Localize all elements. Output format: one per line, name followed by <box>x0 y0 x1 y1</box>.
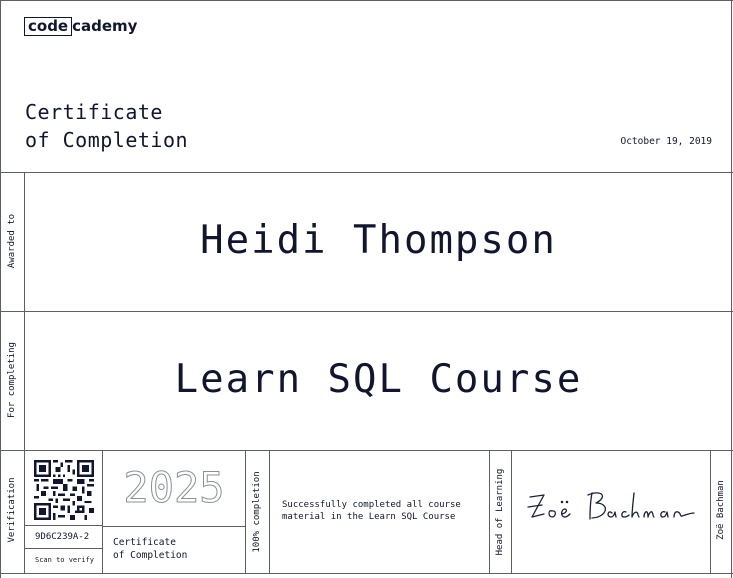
rule-verify-2 <box>245 450 246 574</box>
year-text: 2025 <box>123 463 225 512</box>
completion-description: Successfully completed all course material in the Learn SQL Course <box>282 500 461 522</box>
awarded-label: Awarded to <box>7 213 17 269</box>
rule-verify-4 <box>489 450 490 574</box>
completion-percent-label: 100% completion <box>252 471 262 553</box>
codecademy-logo[interactable] <box>24 17 137 36</box>
border-bottom <box>0 573 733 574</box>
course-name: Learn SQL Course <box>174 357 583 402</box>
scan-to-verify-text: Scan to verify <box>35 556 95 564</box>
qr-code-icon[interactable] <box>34 460 94 520</box>
rule-course <box>0 450 733 451</box>
border-right <box>731 0 732 578</box>
recipient-name: Heidi Thompson <box>200 218 557 263</box>
verification-label: Verification <box>7 477 17 543</box>
rule-year-bottom <box>102 526 245 527</box>
signer-name-label: Zoë Bachman <box>716 480 726 540</box>
rule-verify-1 <box>102 450 103 574</box>
signature-image <box>522 483 702 533</box>
rule-verify-5 <box>511 450 512 574</box>
rule-verify-6 <box>710 450 711 574</box>
logo-cademy-text: cademy <box>72 17 138 35</box>
border-top <box>0 0 733 1</box>
certificate-title: Certificate of Completion <box>25 100 189 152</box>
border-left <box>0 0 1 578</box>
verification-code[interactable]: 9D6C239A-2 <box>35 532 90 542</box>
rule-qr-bottom <box>24 525 102 526</box>
signer-role-label: Head of Learning <box>495 468 505 556</box>
rule-name <box>0 311 733 312</box>
logo-code-box: code <box>24 17 72 36</box>
rule-verify-3 <box>269 450 270 574</box>
year-outline-text <box>104 462 244 512</box>
certificate-date: October 19, 2019 <box>620 136 712 147</box>
rule-header <box>0 172 733 173</box>
completing-label: For completing <box>7 342 17 418</box>
small-certificate-title: Certificate of Completion <box>113 537 188 561</box>
rule-code-bottom <box>24 548 102 549</box>
